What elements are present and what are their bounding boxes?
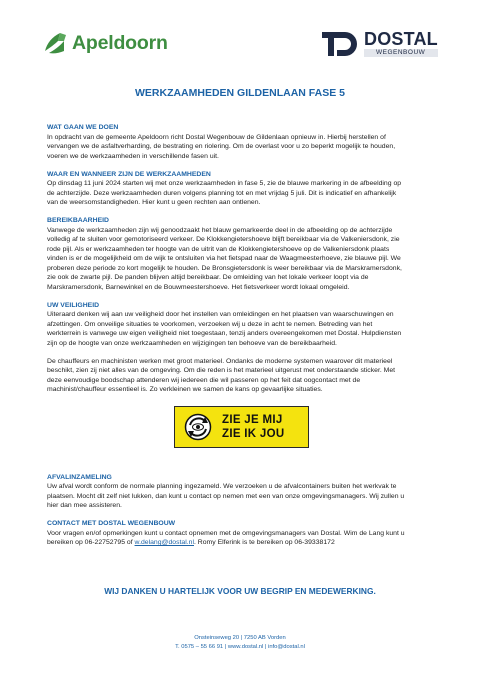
apeldoorn-leaf-icon	[41, 29, 69, 57]
contact-text: bereiken op 06-22752795 of	[47, 539, 135, 546]
section-paragraph	[47, 133, 436, 162]
footer-address: Onsteinseweg 20 | 7250 AB Vorden	[194, 635, 286, 641]
letter-body	[47, 123, 436, 556]
footer-contact: T. 0575 – 55 66 91 | www.dostal.nl | info@dostal.nl	[175, 644, 305, 650]
text-line: Uw afval wordt conform de normale planning ingezameld. We verzoeken u de afvalcontainers buiten het werkvak te	[47, 483, 397, 490]
section-contact	[47, 519, 436, 548]
section-waar	[47, 170, 436, 208]
section-paragraph	[47, 482, 436, 511]
dostal-logo	[322, 30, 438, 57]
thank-you-line: WIJ DANKEN U HARTELIJK VOOR UW BEGRIP EN MEDEWERKING.	[104, 586, 376, 596]
text-line: beschikt, zien zij niet alles van de omgeving. Om die reden is het materieel uitgerust met onderstaande sticker. Met	[47, 367, 396, 374]
text-line: machinist/chauffeur essentieel is. Zo verkleinen we samen de kans op gevaarlijke situaties.	[47, 386, 323, 393]
text-line: hier dan mee assisteren.	[47, 502, 122, 509]
text-line: In opdracht van de gemeente Apeldoorn richt Dostal Wegenbouw de Gildenlaan opnieuw in. Hierbij herstellen of	[47, 133, 386, 141]
apeldoorn-logo-text: Apeldoorn	[72, 31, 168, 54]
footer	[0, 634, 480, 652]
section-paragraph	[47, 357, 436, 395]
section-heading: BEREIKBAARHEID	[47, 217, 109, 224]
text-line: Marskramersdonk, Barnewinkel en de Bouwmeestershoeve. Het fietsverkeer wordt lokaal omgeleid.	[47, 283, 350, 291]
section-heading: WAT GAAN WE DOEN	[47, 124, 119, 131]
section-paragraph	[47, 226, 436, 293]
text-line: werkterrein is vanwege uw eigen veiligheid niet toegestaan, tenzij anders overeengekomen met Dostal. Hulpdiensten	[47, 330, 402, 337]
section-paragraph	[47, 529, 436, 548]
text-line: rode pijl. Als er werkzaamheden ter hoogte van de uitrit van de Klokkengietershoeve op de Valkeniersdonk plaats	[47, 245, 390, 253]
text-line: de achterzijde. Deze werkzaamheden duren volgens planning tot en met vrijdag 5 juli. Dit is indicatief en afhankelijk	[47, 189, 397, 197]
section-bereikbaarheid	[47, 216, 436, 292]
section-heading: UW VEILIGHEID	[47, 301, 100, 309]
text-line: afzettingen. Om onveilige situaties te voorkomen, verzoeken wij u deze in acht te nemen. Betreding van het	[47, 320, 373, 328]
text-line: Op dinsdag 11 juni 2024 starten wij met onze werkzaamheden in fase 5, zie de blauwe markering in de afbeelding op	[47, 180, 402, 187]
text-line: vinden is er de mogelijkheid om de wijk te ontsluiten via het fietspad naar de Waagmeesterhoeve, zie blauwe pijl. We	[47, 255, 401, 262]
eye-contact-icon	[184, 413, 212, 441]
text-line: Uiteraard denken wij aan uw veiligheid door het instellen van omleidingen en het plaatsen van waarschuwingen en	[47, 311, 394, 318]
text-line: zijn op de hoogte van onze werkzaamheden en wijzigingen ten behoeve van de bereikbaarheid.	[47, 339, 337, 347]
text-line: Voor vragen en/of opmerkingen kunt u contact opnemen met de omgevingsmanagers van Dostal. Wim de Lang kunt u	[47, 529, 405, 537]
text-line: vervangen we de asfaltverharding, de bestrating en riolering. Om de overlast voor u zo beperkt mogelijk te houden,	[47, 143, 396, 150]
apeldoorn-logo	[41, 29, 168, 57]
page-title: WERKZAAMHEDEN GILDENLAAN FASE 5	[134, 87, 345, 99]
section-afval	[47, 473, 436, 511]
section-heading: WAAR EN WANNEER ZIJN DE WERKZAAMHEDEN	[47, 170, 211, 178]
email-link[interactable]: w.delang@dostal.nl	[134, 539, 194, 546]
eye-contact-sticker	[174, 406, 309, 448]
section-veiligheid	[47, 301, 436, 395]
section-heading: AFVALINZAMELING	[47, 473, 112, 481]
text-line: voeren we de werkzaamheden in verschillende fasen uit.	[47, 152, 219, 160]
section-wat	[47, 123, 436, 161]
text-line: Vanwege de werkzaamheden zijn wij genoodzaakt het blauw gemarkeerde deel in de afbeelding op de achterzijde	[47, 226, 393, 234]
dostal-logo-name: DOSTAL	[364, 29, 438, 49]
dostal-logo-sub: WEGENBOUW	[364, 49, 438, 57]
dostal-emblem-icon	[322, 31, 360, 57]
text-line: deze eenvoudige boodschap attenderen wij iedereen die wil passeren op het feit dat oogcontact met de	[47, 376, 361, 384]
text-line: volledig af te sluiten voor gemotoriseerd verkeer. De Klokkengietershoeve blijft bereikbaar via de Valkeniersdonk, zie	[47, 236, 400, 243]
text-line	[47, 538, 436, 548]
text-line: van de weersomstandigheden. Hier kunt u geen rechten aan ontlenen.	[47, 199, 261, 206]
sticker-line-1: ZIE JE MIJ	[222, 413, 283, 426]
sticker-container	[47, 406, 436, 448]
section-heading: CONTACT MET DOSTAL WEGENBOUW	[47, 520, 176, 527]
section-paragraph	[47, 179, 436, 208]
section-paragraph	[47, 310, 436, 348]
text-line: De chauffeurs en machinisten werken met groot materieel. Ondanks de moderne systemen waarover dit materieel	[47, 357, 393, 365]
text-line: proberen deze periode zo kort mogelijk te houden. De Bronsgietersdonk is weer bereikbaar via de Marskramersdonk,	[47, 264, 402, 272]
text-line: plaatsen. Mocht dit zelf niet lukken, dan kunt u contact op nemen met een van onze omgevingsmanagers. Wij zullen u	[47, 492, 405, 500]
text-line: zie ook de zwarte pijl. De panden blijven altijd bereikbaar. De omleiding van het lokale verkeer loopt via de	[47, 274, 369, 281]
sticker-line-2: ZIE IK JOU	[222, 427, 285, 440]
contact-text: . Romy Elferink is te bereiken op 06-39338172	[194, 539, 335, 546]
